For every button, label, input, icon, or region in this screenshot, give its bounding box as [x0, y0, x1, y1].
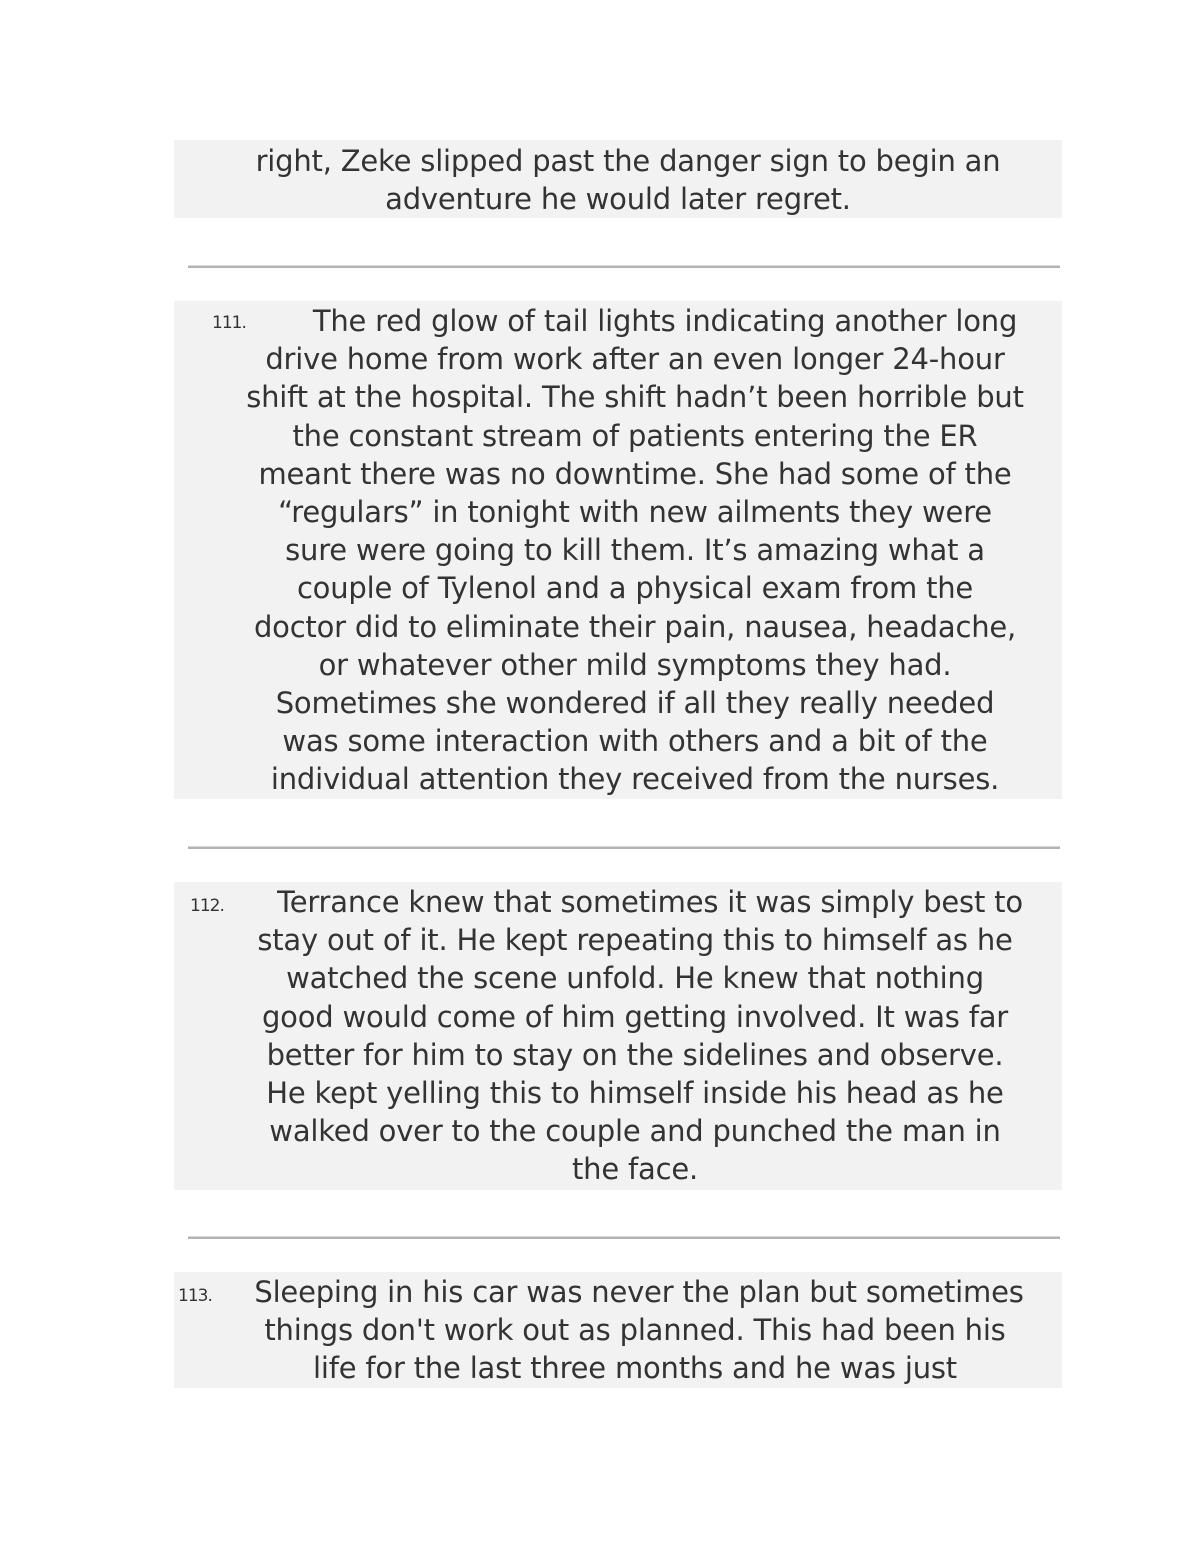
- divider: [188, 846, 1060, 849]
- text-line: stay out of it. He kept repeating this to himself as he: [257, 923, 1013, 958]
- text-line: things don't work out as planned. This had been his: [264, 1313, 1006, 1348]
- text-line: Sometimes she wondered if all they really needed: [275, 686, 995, 721]
- text-line: drive home from work after an even longer 24-hour: [265, 342, 1005, 377]
- text-line: better for him to stay on the sidelines and observe.: [266, 1037, 1004, 1072]
- text-line: Sleeping in his car was never the plan but sometimes: [254, 1275, 1024, 1309]
- text-line: “regulars” in tonight with new ailments they were: [278, 495, 992, 530]
- paragraph-112: [204, 883, 1066, 1189]
- text-line: doctor did to eliminate their pain, nausea, headache,: [253, 609, 1017, 644]
- text-line: Terrance knew that sometimes it was simply best to: [277, 885, 1023, 919]
- text-line: couple of Tylenol and a physical exam from the: [296, 571, 974, 606]
- text-line: adventure he would later regret.: [385, 182, 851, 217]
- text-line: meant there was no downtime. She had some of the: [258, 456, 1012, 491]
- text-line: the constant stream of patients entering the ER: [292, 418, 978, 453]
- text-line: sure were going to kill them. It’s amazing what a: [285, 533, 985, 568]
- text-line: good would come of him getting involved. It was far: [261, 999, 1009, 1034]
- text-line: the face.: [572, 1152, 698, 1187]
- paragraph-continuation: [174, 142, 1062, 218]
- divider: [188, 1236, 1060, 1239]
- text-line: shift at the hospital. The shift hadn’t been horrible but: [246, 380, 1024, 415]
- paragraph-111: [204, 302, 1066, 799]
- text-line: was some interaction with others and a bit of the: [282, 724, 988, 759]
- text-line: The red glow of tail lights indicating another long: [312, 304, 1018, 338]
- paragraph-113: [204, 1273, 1066, 1388]
- text-line: life for the last three months and he was just: [313, 1351, 957, 1386]
- item-number-112: 112.: [190, 896, 224, 916]
- text-line: individual attention they received from the nurses.: [270, 762, 1000, 797]
- item-number-113: 113.: [178, 1286, 212, 1306]
- divider: [188, 265, 1060, 268]
- item-number-111: 111.: [212, 313, 246, 333]
- text-line: walked over to the couple and punched the man in: [269, 1114, 1001, 1149]
- text-line: He kept yelling this to himself inside his head as he: [266, 1076, 1004, 1111]
- text-line: right, Zeke slipped past the danger sign to begin an: [255, 144, 1001, 178]
- text-line: or whatever other mild symptoms they had.: [318, 647, 952, 682]
- text-line: watched the scene unfold. He knew that nothing: [286, 961, 984, 996]
